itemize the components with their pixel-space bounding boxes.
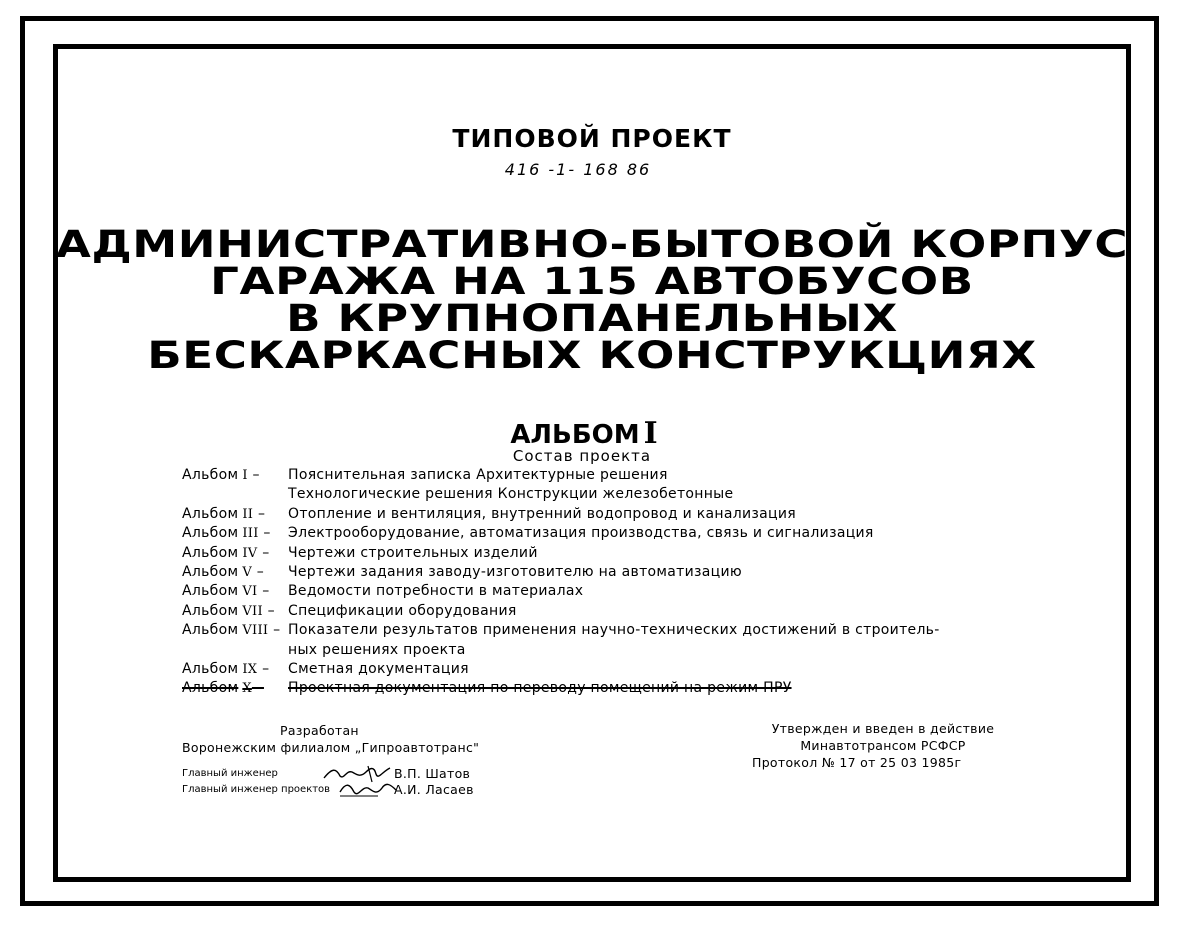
approval-ministry: Минавтотрансом РСФСР: [800, 738, 966, 753]
signature-image: [338, 778, 398, 800]
album-word: Альбом: [182, 583, 239, 600]
album-description: Отопление и вентиляция, внутренний водопровод и канализация: [288, 505, 796, 522]
album-word: Альбом: [182, 563, 239, 580]
album-numeral: IV: [242, 545, 258, 561]
title-line: АДМИНИСТРАТИВНО-БЫТОВОЙ КОРПУС: [55, 223, 1129, 266]
album-word: Альбом: [182, 602, 239, 619]
album-description: Чертежи задания заводу-изготовителю на автоматизацию: [288, 563, 742, 580]
developed-block: [182, 722, 502, 756]
album-label: Альбом VII –: [182, 602, 275, 619]
album-numeral: VI: [242, 584, 258, 600]
project-kind: ТИПОВОЙ ПРОЕКТ: [452, 124, 732, 153]
signers-block: [182, 766, 512, 798]
album-word: Альбом: [182, 622, 239, 639]
signer-name: В.П. Шатов: [394, 766, 471, 781]
album-row: [182, 524, 1042, 543]
album-description: Электрооборудование, автоматизация производства, связь и сигнализация: [288, 525, 874, 542]
album-label: Альбом I –: [182, 467, 260, 483]
album-label: Альбом II –: [182, 505, 266, 522]
album-list: [182, 466, 1042, 699]
title-line: БЕСКАРКАСНЫХ КОНСТРУКЦИЯХ: [147, 334, 1037, 377]
album-label: Альбом IV –: [182, 544, 270, 561]
album-description: Технологические решения Конструкции железобетонные: [288, 486, 734, 503]
album-description: Сметная документация: [288, 660, 469, 677]
title-line: В КРУПНОПАНЕЛЬНЫХ: [286, 297, 898, 340]
album-heading-label: АЛЬБОМ: [510, 420, 640, 450]
project-code: 416 -1- 168 86: [504, 160, 652, 179]
album-description: Показатели результатов применения научно-технических достижений в строитель-: [288, 622, 940, 639]
album-row: [182, 505, 1042, 524]
album-word: Альбом: [182, 505, 239, 522]
album-label: Альбом X –: [182, 680, 264, 697]
album-word: Альбом: [182, 660, 239, 677]
album-label: Альбом VI –: [182, 583, 270, 600]
album-row-continuation: [182, 641, 1042, 660]
album-heading-number: I: [643, 416, 658, 451]
album-label: Альбом III –: [182, 525, 271, 542]
album-row: [182, 602, 1042, 621]
developer-organization: Воронежским филиалом „Гипроавтотранс": [182, 740, 480, 755]
album-row: [182, 466, 1042, 485]
album-numeral: I: [242, 468, 248, 483]
developed-heading: Разработан: [280, 723, 359, 738]
album-row-continuation: [182, 485, 1042, 504]
signer-name: А.И. Ласаев: [394, 782, 474, 797]
album-numeral: X: [242, 681, 252, 697]
album-word: Альбом: [182, 525, 239, 542]
album-numeral: VII: [242, 603, 263, 619]
signer-role: Главный инженер: [182, 768, 278, 779]
document-title: [53, 223, 1131, 377]
album-numeral: III: [242, 526, 259, 542]
album-row: [182, 582, 1042, 601]
album-row: [182, 563, 1042, 582]
album-description: Спецификации оборудования: [288, 602, 517, 619]
album-row-struck: [182, 679, 1042, 698]
album-numeral: V: [242, 564, 253, 580]
approval-protocol: Протокол № 17 от 25 03 1985г: [752, 755, 962, 770]
album-row: [182, 544, 1042, 563]
signer-row: [182, 782, 512, 798]
album-description: Проектная документация по переводу помещений на режим ПРУ: [288, 680, 792, 697]
album-word: Альбом: [182, 544, 239, 561]
contents-heading: Состав проекта: [512, 447, 652, 465]
album-label: Альбом IX –: [182, 660, 270, 677]
album-word: Альбом: [182, 680, 239, 697]
album-description: Чертежи строительных изделий: [288, 544, 538, 561]
album-description: Ведомости потребности в материалах: [288, 583, 584, 600]
album-description: ных решениях проекта: [288, 641, 466, 658]
signer-role: Главный инженер проектов: [182, 784, 331, 795]
title-line: ГАРАЖА НА 115 АВТОБУСОВ: [210, 260, 974, 303]
album-numeral: II: [242, 506, 254, 522]
album-label: Альбом VIII –: [182, 622, 281, 639]
album-row: [182, 660, 1042, 679]
album-numeral: IX: [242, 661, 258, 677]
album-heading: [45, 416, 1123, 451]
approval-line: Утвержден и введен в действие: [771, 721, 995, 736]
album-row: [182, 621, 1042, 640]
album-word: Альбом: [182, 467, 239, 483]
approval-block: [738, 720, 1028, 771]
album-label: Альбом V –: [182, 563, 265, 580]
album-description: Пояснительная записка Архитектурные решения: [288, 467, 668, 483]
album-numeral: VIII: [242, 623, 269, 639]
